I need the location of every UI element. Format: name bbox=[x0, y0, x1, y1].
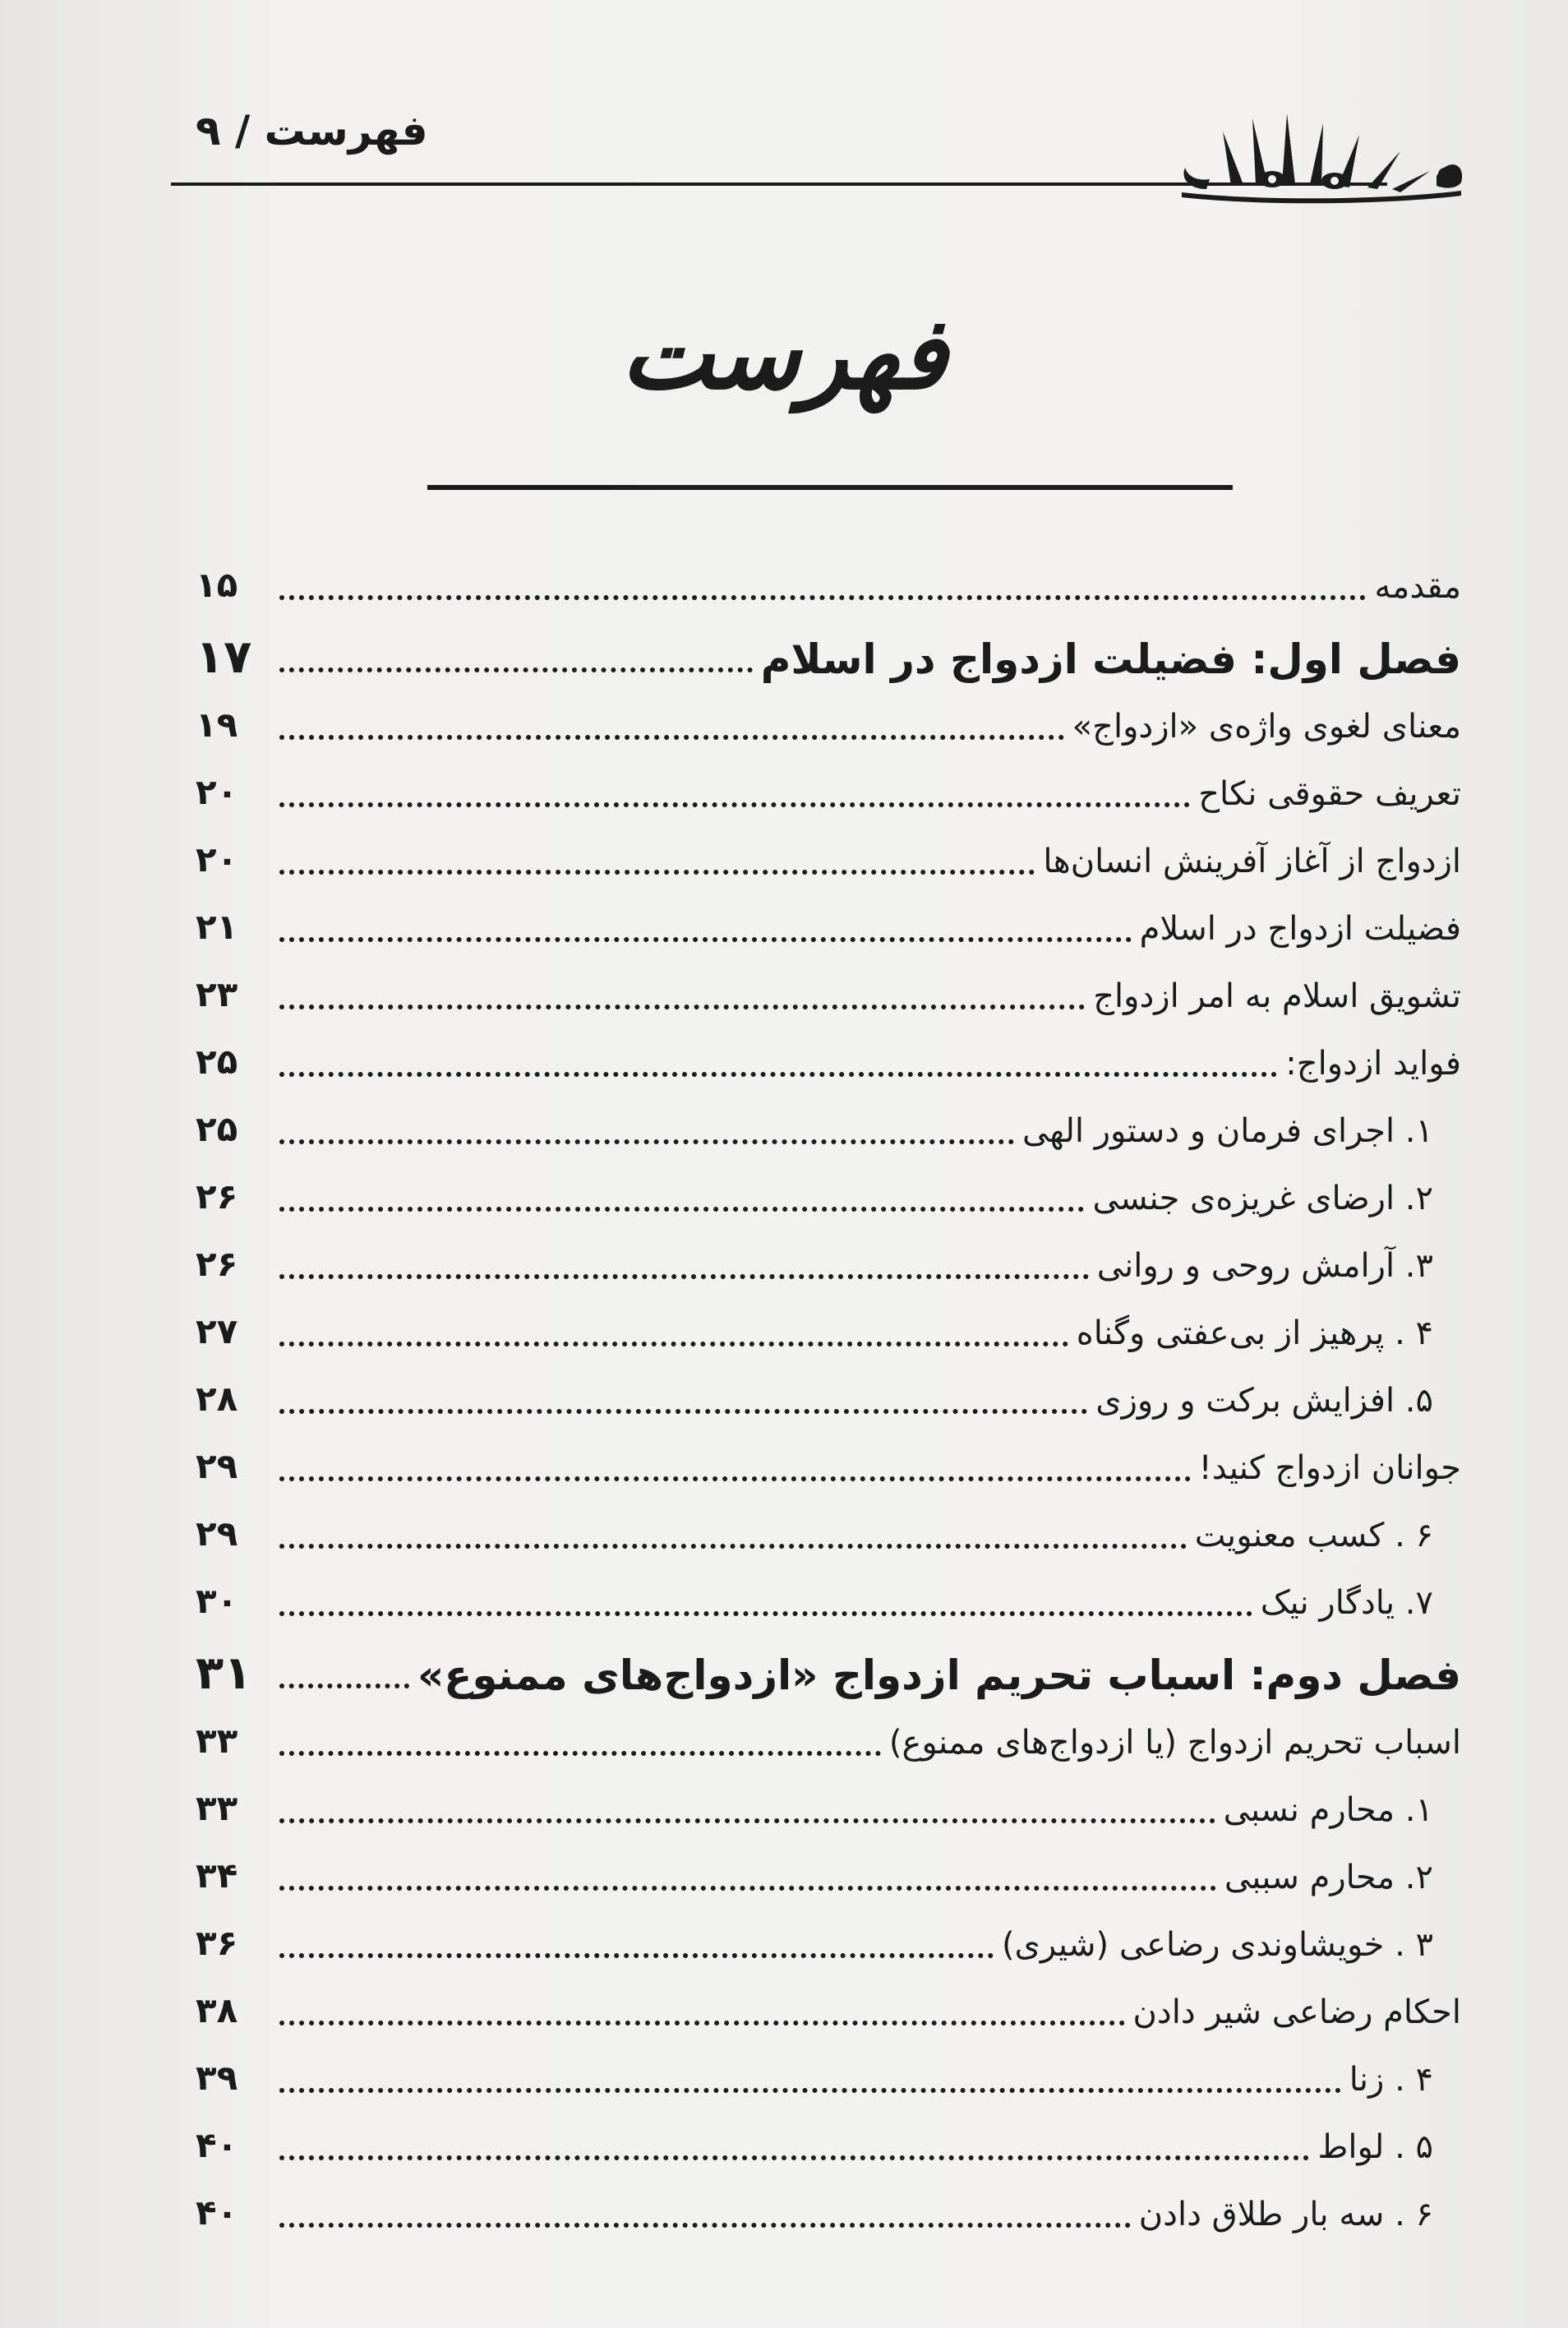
toc-page-number: ۳۳ bbox=[196, 1788, 238, 1828]
dot-leader bbox=[279, 1409, 1087, 1414]
toc-entry-title: ۵ . لواط bbox=[1317, 2128, 1433, 2166]
toc-entry-title: ۶ . کسب معنویت bbox=[1194, 1517, 1433, 1554]
toc-entry-title: فواید ازدواج: bbox=[1285, 1045, 1461, 1083]
toc-entry-title: ۳. آرامش روحی و روانی bbox=[1096, 1247, 1433, 1285]
toc-row bbox=[196, 1626, 1461, 1698]
toc-entry-title: ۷. یادگار نیک bbox=[1260, 1584, 1433, 1622]
toc-row bbox=[196, 610, 1461, 682]
title-rule bbox=[427, 485, 1233, 490]
toc-row bbox=[196, 1698, 1461, 1766]
toc-entry-title: ۲. محارم سببی bbox=[1224, 1859, 1433, 1896]
toc-row bbox=[196, 1968, 1461, 2035]
toc-row bbox=[196, 750, 1461, 817]
page-title: فهرست bbox=[620, 296, 948, 412]
toc-page-number: ۳۹ bbox=[196, 2058, 238, 2098]
toc-row bbox=[196, 1154, 1461, 1222]
dot-leader bbox=[279, 1886, 1216, 1891]
dot-leader bbox=[279, 1274, 1089, 1279]
toc-page-number: ۲۳ bbox=[196, 974, 238, 1014]
dot-leader bbox=[279, 595, 1366, 600]
toc-page-number: ۲۰ bbox=[196, 772, 238, 812]
toc-row bbox=[196, 1491, 1461, 1559]
toc-page-number: ۴۰ bbox=[196, 2125, 238, 2165]
toc-page-number: ۲۹ bbox=[196, 1513, 238, 1554]
toc-page-number: ۳۶ bbox=[196, 1923, 238, 1963]
toc-page-number: ۲۹ bbox=[196, 1446, 238, 1486]
toc-entry-title: ۵. افزایش برکت و روزی bbox=[1095, 1382, 1433, 1420]
dot-leader bbox=[279, 2021, 1125, 2025]
toc-page-number: ۲۵ bbox=[196, 1042, 238, 1082]
dot-leader bbox=[279, 1544, 1187, 1549]
toc-row bbox=[196, 2035, 1461, 2103]
toc-page-number: ۲۶ bbox=[196, 1244, 238, 1284]
toc-row bbox=[196, 1019, 1461, 1087]
toc-entry-title: معنای لغوی واژه‌ی «ازدواج» bbox=[1072, 708, 1461, 746]
toc-page-number: ۲۱ bbox=[196, 907, 238, 947]
toc-entry-title: فضیلت ازدواج در اسلام bbox=[1139, 910, 1461, 948]
toc-row bbox=[196, 1222, 1461, 1289]
dot-leader bbox=[279, 1342, 1068, 1346]
toc-page-number: ۱۷ bbox=[196, 630, 252, 684]
toc-entry-title: مقدمه bbox=[1374, 568, 1461, 606]
running-title: فهرست / ۹ bbox=[196, 107, 428, 155]
toc-page-number: ۳۳ bbox=[196, 1721, 238, 1761]
toc-row bbox=[196, 885, 1461, 952]
toc-row bbox=[196, 1087, 1461, 1154]
toc-row bbox=[196, 1289, 1461, 1356]
toc-row bbox=[196, 2103, 1461, 2170]
toc-row bbox=[196, 561, 1461, 610]
dot-leader bbox=[279, 667, 753, 672]
toc-page-number: ۲۰ bbox=[196, 839, 238, 880]
dot-leader bbox=[279, 2223, 1131, 2228]
toc-entry-title: تعریف حقوقی نکاح bbox=[1198, 775, 1461, 813]
dot-leader bbox=[279, 1684, 409, 1688]
toc-page-number: ۲۶ bbox=[196, 1176, 238, 1217]
toc-row bbox=[196, 1901, 1461, 1968]
toc-row bbox=[196, 2170, 1461, 2238]
dot-leader bbox=[279, 1207, 1084, 1212]
toc-entry-title: ۶ . سه بار طلاق دادن bbox=[1138, 2196, 1433, 2233]
toc-row bbox=[196, 952, 1461, 1019]
dot-leader bbox=[279, 937, 1132, 942]
toc-page-number: ۳۴ bbox=[196, 1855, 238, 1896]
toc-page-number: ۴۰ bbox=[196, 2192, 238, 2233]
dot-leader bbox=[279, 802, 1190, 807]
toc-entry-title: اسباب تحریم ازدواج (یا ازدواج‌های ممنوع) bbox=[888, 1724, 1461, 1762]
toc-row bbox=[196, 1833, 1461, 1901]
dot-leader bbox=[279, 2155, 1309, 2160]
toc-row bbox=[196, 1766, 1461, 1833]
dot-leader bbox=[279, 1611, 1252, 1616]
toc-entry-title: احکام رضاعی شیر دادن bbox=[1132, 1993, 1461, 2031]
toc-row bbox=[196, 682, 1461, 750]
dot-leader bbox=[279, 1751, 881, 1756]
dot-leader bbox=[279, 1953, 994, 1958]
toc-entry-title: جوانان ازدواج کنید! bbox=[1198, 1449, 1461, 1487]
table-of-contents bbox=[196, 561, 1461, 2238]
dot-leader bbox=[279, 1818, 1215, 1823]
toc-entry-title: ازدواج از آغاز آفرینش انسان‌ها bbox=[1043, 843, 1461, 880]
toc-entry-title: فصل اول: فضیلت ازدواج در اسلام bbox=[760, 635, 1461, 683]
toc-page-number: ۳۰ bbox=[196, 1581, 238, 1621]
dot-leader bbox=[279, 735, 1064, 740]
toc-entry-title: ۱. اجرای فرمان و دستور الهی bbox=[1022, 1112, 1433, 1150]
toc-page-number: ۳۱ bbox=[196, 1647, 252, 1700]
toc-page-number: ۲۷ bbox=[196, 1311, 238, 1351]
toc-page-number: ۲۵ bbox=[196, 1109, 238, 1149]
toc-entry-title: ۴ . پرهیز از بی‌عفتی وگناه bbox=[1076, 1314, 1433, 1352]
dot-leader bbox=[279, 1005, 1085, 1009]
toc-row bbox=[196, 1424, 1461, 1491]
dot-leader bbox=[279, 1139, 1014, 1144]
running-header bbox=[171, 90, 1469, 197]
toc-page-number: ۱۹ bbox=[196, 704, 238, 745]
toc-entry-title: تشویق اسلام به امر ازدواج bbox=[1093, 977, 1461, 1015]
toc-entry-title: فصل دوم: اسباب تحریم ازدواج «ازدواج‌های ممنوع» bbox=[417, 1651, 1461, 1699]
dot-leader bbox=[279, 1072, 1277, 1077]
dot-leader bbox=[279, 870, 1035, 875]
toc-page-number: ۱۵ bbox=[196, 565, 238, 605]
dot-leader bbox=[279, 2088, 1341, 2093]
toc-entry-title: ۲. ارضای غریزه‌ی جنسی bbox=[1092, 1180, 1433, 1217]
toc-entry-title: ۱. محارم نسبی bbox=[1223, 1791, 1433, 1829]
toc-row bbox=[196, 1559, 1461, 1626]
toc-entry-title: ۴ . زنا bbox=[1349, 2061, 1433, 2099]
toc-row bbox=[196, 817, 1461, 885]
floral-ornament-icon bbox=[1174, 107, 1469, 206]
toc-page-number: ۳۸ bbox=[196, 1990, 238, 2030]
dot-leader bbox=[279, 1476, 1191, 1481]
toc-page-number: ۲۸ bbox=[196, 1379, 238, 1419]
toc-row bbox=[196, 1356, 1461, 1424]
toc-entry-title: ۳ . خویشاوندی رضاعی (شیری) bbox=[1001, 1926, 1433, 1964]
